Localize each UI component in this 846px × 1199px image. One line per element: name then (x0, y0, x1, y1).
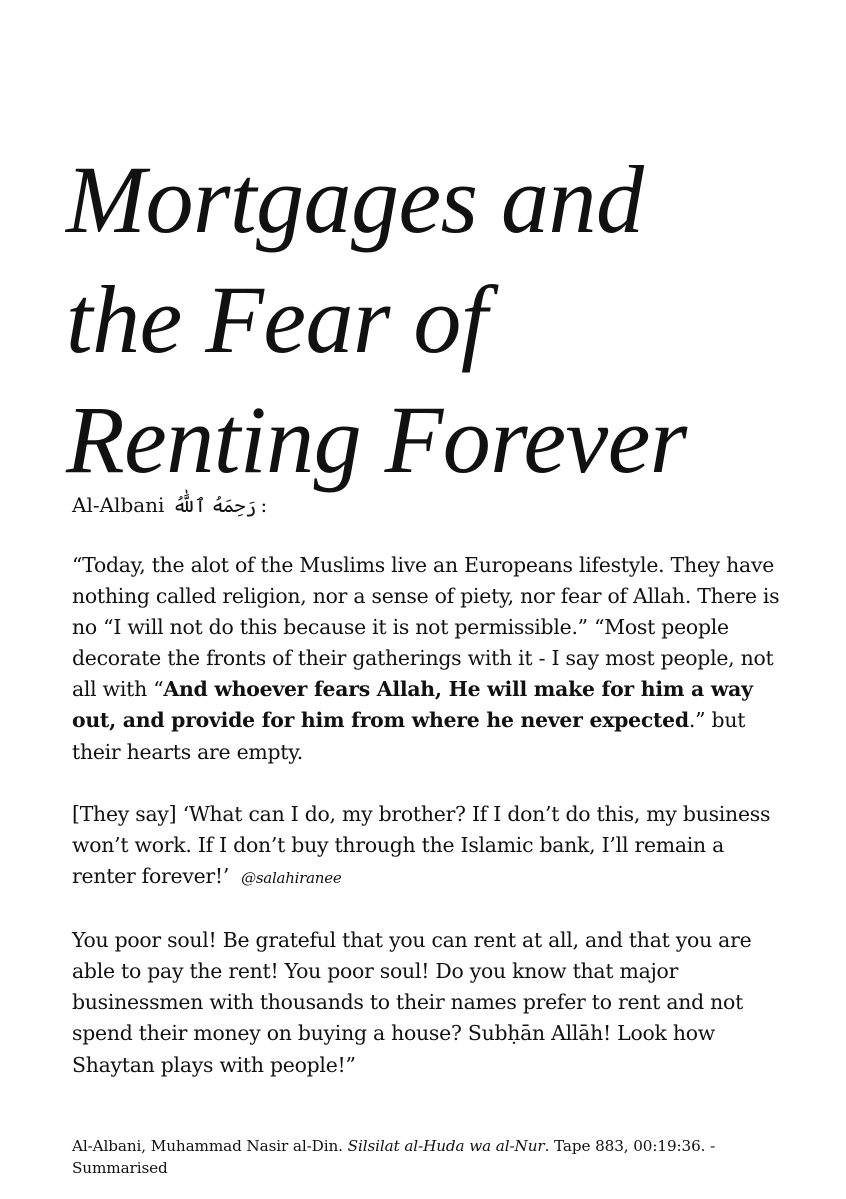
page-title (66, 140, 826, 500)
citation-work-title: Silsilat al-Huda wa al-Nur (347, 1137, 545, 1155)
attribution-colon: : (260, 493, 268, 517)
social-handle: @salahiranee (241, 868, 342, 887)
title-line-1: Mortgages and (66, 146, 644, 253)
arabic-honorific: رَحِمَهُ ٱللَّٰهُ (172, 495, 257, 517)
citation-author: Al-Albani, Muhammad Nasir al-Din. (72, 1137, 348, 1155)
title-line-2: the Fear of (66, 266, 488, 373)
source-citation (72, 1135, 792, 1179)
quran-verse-quote: And whoever fears Allah, He will make for him a way out, and provide for him from where he never expected (72, 677, 753, 733)
title-line-3: Renting Forever (66, 386, 687, 493)
quote-body (72, 550, 792, 1112)
speaker-name: Al-Albani (72, 493, 165, 517)
quote-paragraph-3: You poor soul! Be grateful that you can rent at all, and that you are able to pay the rent! You poor soul! Do you know that major businessmen with thousands to their names prefer to rent and not spend their money on buying a house? Subḥān Allāh! Look how Shaytan plays with people!” (72, 928, 752, 1077)
quote-paragraph-1-text-b: .” but their hearts are empty. (72, 708, 746, 764)
quote-paragraph-2-text: [They say] ‘What can I do, my brother? If I don’t do this, my business won’t work. If I don’t buy through the Islamic bank, I’ll remain a renter forever!’ (72, 801, 771, 888)
quote-paragraph-1-text-a: “Today, the alot of the Muslims live an Europeans lifestyle. They have nothing called religion, nor a sense of piety, nor fear of Allah. There is no “I will not do this because it is not permissible.” “Most people decorate the fronts of their gatherings with it - I say most people, not all with “ (72, 553, 780, 702)
quote-paragraph-1 (72, 550, 792, 768)
citation-details: . Tape 883, 00:19:36. - Summarised (72, 1137, 716, 1177)
speaker-attribution (72, 490, 267, 521)
quote-paragraph-2 (72, 799, 792, 894)
